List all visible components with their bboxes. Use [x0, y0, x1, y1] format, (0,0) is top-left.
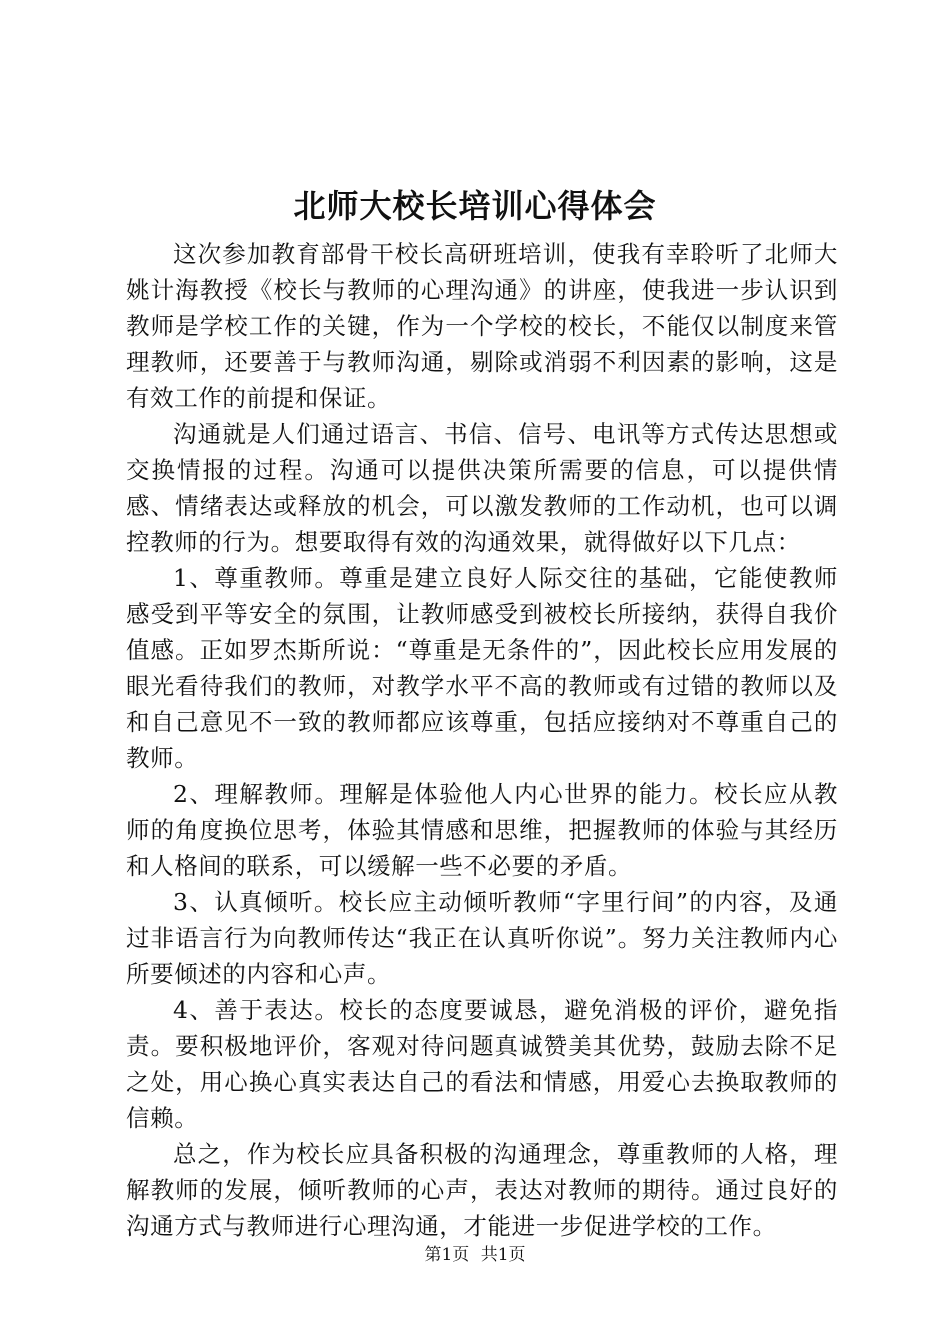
paragraph-point-express: 4、善于表达。校长的态度要诚恳，避免消极的评价，避免指责。要积极地评价，客观对待问题真诚赞美其优势，鼓励去除不足之处，用心换心真实表达自己的看法和情感，用爱心去换取教师的信赖。: [126, 996, 838, 1132]
paragraph-intro: 这次参加教育部骨干校长高研班培训，使我有幸聆听了北师大姚计海教授《校长与教师的心理沟通》的讲座，使我进一步认识到教师是学校工作的关键，作为一个学校的校长，不能仅以制度来管理教师，还要善于与教师沟通，剔除或消弱不利因素的影响，这是有效工作的前提和保证。: [126, 240, 838, 412]
document-title: 北师大校长培训心得体会: [293, 187, 657, 225]
page-footer: [0, 1243, 950, 1267]
paragraph-communication-definition: 沟通就是人们通过语言、书信、信号、电讯等方式传达思想或交换情报的过程。沟通可以提供决策所需要的信息，可以提供情感、情绪表达或释放的机会，可以激发教师的工作动机，也可以调控教师的行为。想要取得有效的沟通效果，就得做好以下几点：: [126, 420, 838, 556]
paragraph-point-respect: 1、尊重教师。尊重是建立良好人际交往的基础，它能使教师感受到平等安全的氛围，让教师感受到被校长所接纳，获得自我价值感。正如罗杰斯所说：“尊重是无条件的”，因此校长应用发展的眼光看待我们的教师，对教学水平不高的教师或有过错的教师以及和自己意见不一致的教师都应该尊重，包括应接纳对不尊重自己的教师。: [126, 564, 838, 772]
paragraph-point-understand: 2、理解教师。理解是体验他人内心世界的能力。校长应从教师的角度换位思考，体验其情感和思维，把握教师的体验与其经历和人格间的联系，可以缓解一些不必要的矛盾。: [126, 780, 838, 880]
page-number-total: 共1页: [480, 1245, 526, 1265]
paragraph-point-listen: 3、认真倾听。校长应主动倾听教师“字里行间”的内容，及通过非语言行为向教师传达“我正在认真听你说”。努力关注教师内心所要倾述的内容和心声。: [126, 888, 838, 988]
paragraph-conclusion: 总之，作为校长应具备积极的沟通理念，尊重教师的人格，理解教师的发展，倾听教师的心声，表达对教师的期待。通过良好的沟通方式与教师进行心理沟通，才能进一步促进学校的工作。: [126, 1140, 838, 1240]
page-number-current: 第1页: [424, 1245, 470, 1265]
document-body: [126, 236, 838, 1244]
